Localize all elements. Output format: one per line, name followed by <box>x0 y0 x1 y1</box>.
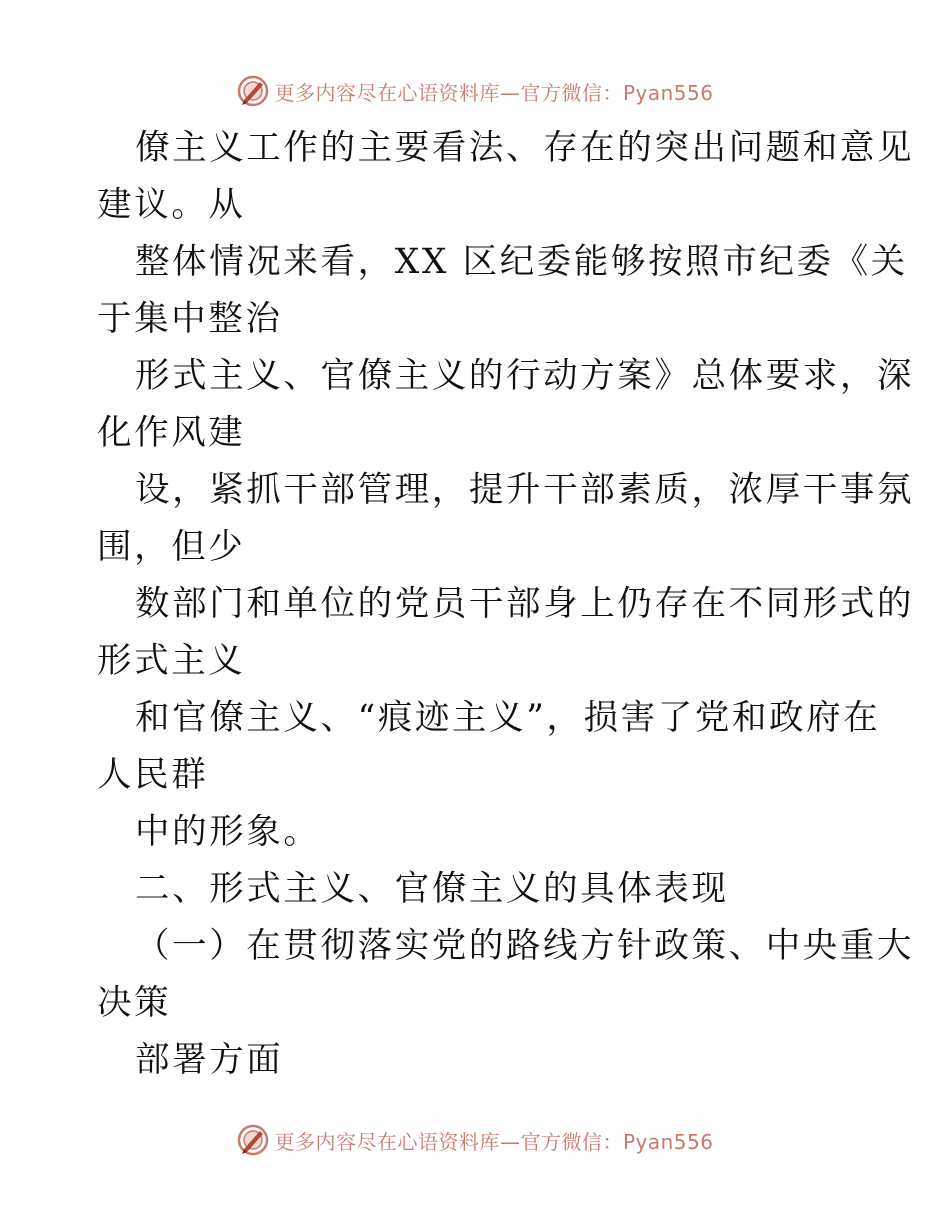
text-line: 化作风建 <box>97 413 246 453</box>
section-heading: 二、形式主义、官僚主义的具体表现 <box>135 869 729 909</box>
text-line: 建议。从 <box>97 185 246 225</box>
document-body <box>97 120 915 1089</box>
pen-logo-icon <box>236 1123 270 1157</box>
text-line: 形式主义、官僚主义的行动方案》总体要求，深 <box>135 356 915 396</box>
text-line: 中的形象。 <box>135 812 321 852</box>
header-banner-text: 更多内容尽在心语资料库—官方微信：Pyan556 <box>274 80 714 105</box>
text-line: 设，紧抓干部管理，提升干部素质，浓厚干事氛 <box>135 470 915 510</box>
text-line: 数部门和单位的党员干部身上仍存在不同形式的 <box>135 584 915 624</box>
text-line: 决策 <box>97 983 172 1023</box>
header-watermark-banner <box>0 71 950 111</box>
subsection-heading: （一）在贯彻落实党的路线方针政策、中央重大 <box>135 926 915 966</box>
text-line: 形式主义 <box>97 641 246 681</box>
text-line: 围，但少 <box>97 527 246 567</box>
text-line: 人民群 <box>97 755 209 795</box>
text-line: 于集中整治 <box>97 299 283 339</box>
pen-logo-icon <box>236 74 270 108</box>
footer-banner-text: 更多内容尽在心语资料库—官方微信：Pyan556 <box>274 1129 714 1154</box>
text-line: 僚主义工作的主要看法、存在的突出问题和意见 <box>135 128 915 168</box>
text-line: 整体情况来看，XX 区纪委能够按照市纪委《关 <box>135 242 908 282</box>
text-line: 部署方面 <box>135 1040 284 1080</box>
text-line: 和官僚主义、“痕迹主义”，损害了党和政府在 <box>135 698 881 738</box>
footer-watermark-banner <box>0 1120 950 1160</box>
